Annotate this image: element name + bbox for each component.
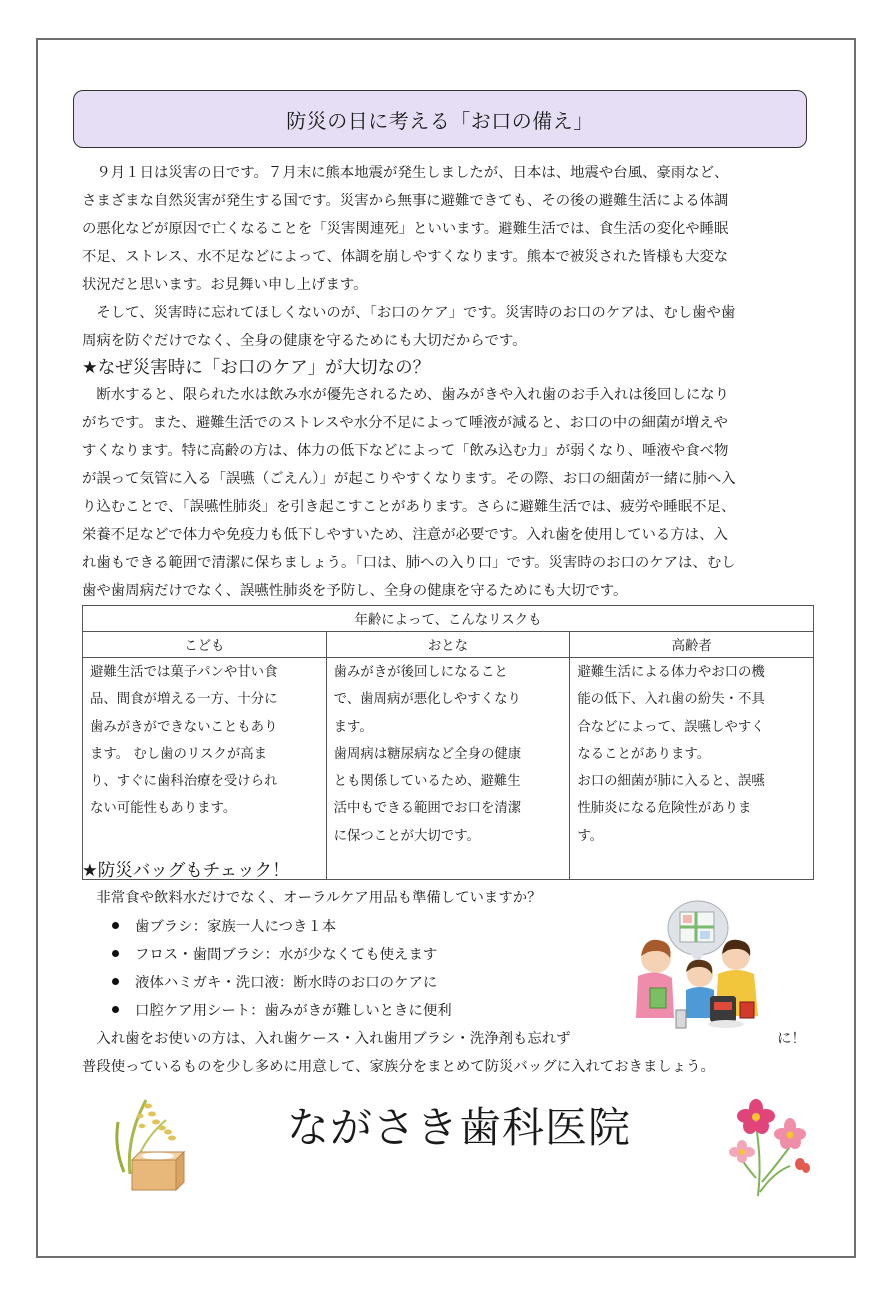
- cell-children-risk: 避難生活では菓子パンや甘い食 品、間食が増える一方、十分に 歯みがきができないこともあり ます。 むし歯のリスクが高ま り、すぐに歯科治療を受けられ ない可能性もあります。: [83, 658, 327, 880]
- list-item: [112, 999, 452, 1023]
- risk-table: [82, 605, 814, 880]
- bullet-icon: [112, 978, 119, 985]
- body-line: れ歯もできる範囲で清潔に保ちましょう。「口は、肺への入り口」です。災害時のお口のケアは、むし: [82, 555, 736, 571]
- item-desc: ：歯みがきが難しいときに便利: [250, 1003, 452, 1019]
- rice-ear-illustration: [110, 1092, 190, 1196]
- item-name: フロス・歯間ブラシ: [135, 947, 265, 963]
- title-banner: [73, 90, 807, 148]
- table-caption: 年齢によって、こんなリスクも: [83, 606, 814, 632]
- page-title: 防災の日に考える「お口の備え」: [286, 108, 594, 133]
- body-line: がちです。また、避難生活でのストレスや水分不足によって唾液が減ると、お口の中の細菌が増えや: [82, 415, 728, 431]
- section-heading-emergency-bag: ★防災バッグもチェック！: [82, 861, 290, 881]
- closing-line: 入れ歯をお使いの方は、入れ歯ケース・入れ歯用ブラシ・洗浄剤も忘れず: [82, 1031, 571, 1047]
- closing-line: 普段使っているものを少し多めに用意して、家族分をまとめて防災バッグに入れておきましょう。: [82, 1059, 715, 1075]
- item-desc: ：家族一人につき１本: [192, 919, 337, 935]
- body-line: が誤って気管に入る「誤嚥（ごえん）」が起こりやすくなります。その際、お口の細菌が一緒に肺へ入: [82, 471, 736, 487]
- column-header-children: こども: [83, 632, 327, 658]
- body-line: すくなります。特に高齢の方は、体力の低下などによって「飲み込む力」が弱くなり、唾液や食べ物: [82, 443, 729, 459]
- list-item: [112, 915, 336, 939]
- column-header-adults: おとな: [326, 632, 570, 658]
- intro-line: 周病を防ぐだけでなく、全身の健康を守るためにも大切だからです。: [82, 333, 527, 349]
- table-row: [83, 658, 814, 880]
- item-desc: ：水が少なくても使えます: [264, 947, 438, 963]
- item-name: 口腔ケア用シート: [135, 1003, 251, 1019]
- body-line: り込むことで、「誤嚥性肺炎」を引き起こすことがあります。さらに避難生活では、疲労や睡眠不足、: [82, 499, 736, 515]
- intro-line: の悪化などが原因で亡くなることを「災害関連死」といいます。避難生活では、食生活の変化や睡眠: [82, 221, 729, 237]
- item-desc: ：断水時のお口のケアに: [278, 975, 438, 991]
- cell-elderly-risk: 避難生活による体力やお口の機 能の低下、入れ歯の紛失・不具 合などによって、誤嚥しやすく なることがあります。 お口の細菌が肺に入ると、誤嚥 性肺炎になる危険性がありま す。: [570, 658, 814, 880]
- family-illustration: [628, 894, 768, 1032]
- section-heading-why-oral-care: ★なぜ災害時に「お口のケア」が大切なの？: [82, 358, 431, 378]
- body-line: 断水すると、限られた水は飲み水が優先されるため、歯みがきや入れ歯のお手入れは後回しになり: [82, 387, 730, 403]
- intro-line: そして、災害時に忘れてほしくないのが、「お口のケア」です。災害時のお口のケアは、むし歯や歯: [82, 305, 736, 321]
- bullet-icon: [112, 1006, 119, 1013]
- intro-line: 状況だと思います。お見舞い申し上げます。: [82, 277, 368, 293]
- table-header-row: [83, 632, 814, 658]
- intro-line: ９月１日は災害の日です。７月末に熊本地震が発生しましたが、日本は、地震や台風、豪雨など、: [82, 165, 729, 181]
- item-name: 歯ブラシ: [135, 919, 193, 935]
- table-caption-row: [83, 606, 814, 632]
- list-item: [112, 943, 437, 967]
- closing-line-end: に！: [777, 1031, 806, 1047]
- cell-adults-risk: 歯みがきが後回しになること で、歯周病が悪化しやすくなり ます。 歯周病は糖尿病など全身の健康 とも関係しているため、避難生 活中もできる範囲でお口を清潔 に保つことが大切です。: [326, 658, 570, 880]
- checklist-intro: 非常食や飲料水だけでなく、オーラルケア用品も準備していますか？: [82, 890, 542, 906]
- column-header-elderly: 高齢者: [570, 632, 814, 658]
- item-name: 液体ハミガキ・洗口液: [135, 975, 279, 991]
- list-item: [112, 971, 437, 995]
- cosmos-flower-illustration: [728, 1092, 818, 1204]
- bullet-icon: [112, 922, 119, 929]
- intro-line: さまざまな自然災害が発生する国です。災害から無事に避難できても、その後の避難生活による体調: [82, 193, 729, 209]
- clinic-name: ながさき歯科医院: [287, 1103, 632, 1152]
- bullet-icon: [112, 950, 119, 957]
- body-line: 歯や歯周病だけでなく、誤嚥性肺炎を予防し、全身の健康を守るためにも大切です。: [82, 583, 628, 599]
- body-line: 栄養不足などで体力や免疫力も低下しやすいため、注意が必要です。入れ歯を使用している方は、入: [82, 527, 728, 543]
- intro-line: 不足、ストレス、水不足などによって、体調を崩しやすくなります。熊本で被災された皆様も大変な: [82, 249, 729, 265]
